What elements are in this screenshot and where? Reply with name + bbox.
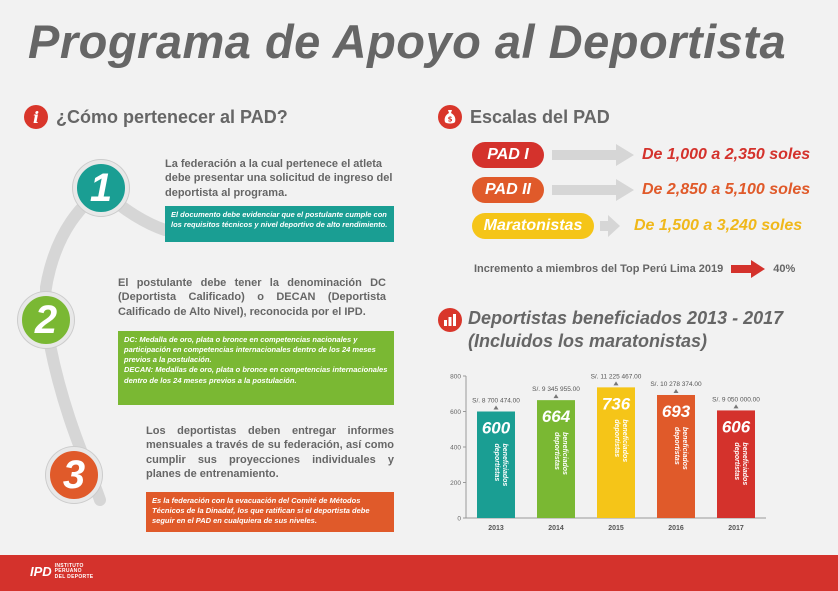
step-1-note: El documento debe evidenciar que el postulante cumple con los requisitos técnicos y nivel deportivo de alto rendimiento. [165,206,394,242]
step-2-note-decan: DECAN: Medallas de oro, plata o bronce en competencias internacionales dentro de los 24 meses previos a la postulación. [124,365,388,385]
amount-label: S/. 9 050 000.00 [712,396,760,404]
amount-label: S/. 9 345 955.00 [532,386,580,394]
chart-heading [468,307,783,352]
pad2-range: De 2,850 a 5,100 soles [642,181,811,198]
x-tick-label: 2017 [728,525,744,532]
logo-line-1: INSTITUTO [54,563,84,569]
bar-caption: deportistasbeneficiados [733,442,748,486]
value-label: 736 [601,394,631,414]
x-tick-label: 2015 [608,525,624,532]
bar-chart-icon [438,308,462,332]
arrow-icon [600,213,620,239]
amount-label: S/. 11 225 467.00 [590,373,642,381]
amount-label: S/. 10 278 374.00 [650,380,702,388]
step-1-text: La federación a la cual pertenece el atleta debe presentar una solicitud de ingreso del deportista al programa. [165,158,393,199]
y-tick-label: 400 [450,444,461,452]
maratonistas-range: De 1,500 a 3,240 soles [634,217,803,234]
chart-heading-line1: Deportistas beneficiados 2013 - 2017 [468,308,784,328]
arrow-icon [552,177,634,203]
x-tick-label: 2014 [548,525,564,532]
step-3-note: Es la federación con la evacuación del Comité de Métodos Técnicos de la Dinadaf, los que ratifican si el deportista debe seguir en el PAD en cualquiera de sus niveles. [146,492,394,532]
value-label: 606 [721,417,751,437]
red-arrow-icon [731,260,765,278]
increment-label: Incremento a miembros del Top Perú Lima 2019 [474,263,724,275]
arrow-up-icon [614,381,619,385]
ipd-logo-mark: IPD [30,564,52,580]
info-icon: i [24,105,48,129]
y-tick-label: 0 [457,515,461,523]
arrow-icon [552,142,634,168]
step-2-circle: 2 [18,292,74,348]
pad1-pill: PAD I [472,142,544,168]
scale-row-pad2 [472,177,810,203]
x-tick-label: 2013 [488,525,504,532]
value-label: 664 [541,407,571,427]
scales-header [438,105,610,129]
scale-row-pad1 [472,142,810,168]
value-label: 693 [661,401,691,421]
bar-caption: deportistasbeneficiados [553,432,568,475]
step-2-text: El postulante debe tener la denominación DC (Deportista Calificado) o DECAN (Deportista Calificado de Alto Nivel), reconocida por el IPD. [118,277,386,318]
scale-row-maratonistas [472,213,802,239]
step-2-note-dc: DC: Medalla de oro, plata o bronce en competencias nacionales y participación en competencias internacionales dentro de los 24 meses previos a la postulación. [124,335,376,365]
beneficiaries-bar-chart [440,362,770,542]
arrow-up-icon [734,404,739,408]
y-tick-label: 600 [450,409,461,416]
how-to-header [24,105,288,129]
bar-caption: deportistasbeneficiados [493,443,508,487]
arrow-up-icon [494,406,499,410]
scales-heading: Escalas del PAD [470,106,610,127]
x-tick-label: 2016 [668,525,684,532]
increment-row [474,260,795,278]
bar-caption: deportistasbeneficiados [673,426,688,470]
amount-label: S/. 8 700 474.00 [472,397,520,405]
chart-heading-line2: (Incluidos los maratonistas) [468,330,708,351]
pad2-pill: PAD II [472,177,544,203]
step-3-text: Los deportistas deben entregar informes mensuales a través de su federación, así como cumplir sus proyecciones individuales y planes de entrenamiento. [146,425,394,480]
step-3-circle: 3 [46,447,102,503]
value-label: 600 [481,418,511,438]
bar-caption: deportistasbeneficiados [613,419,628,463]
y-tick-label: 800 [450,373,461,381]
step-2-note [118,331,394,405]
arrow-up-icon [554,394,559,398]
footer-bar [0,555,838,591]
arrow-up-icon [674,389,679,393]
svg-text:$: $ [447,115,453,124]
page-title: Programa de Apoyo al Deportista [28,15,787,68]
logo-line-3: DEL DEPORTE [54,573,94,580]
y-tick-label: 200 [450,480,461,487]
step-1-circle: 1 [73,160,129,216]
increment-value: 40% [773,263,796,275]
maratonistas-pill: Maratonistas [472,213,594,239]
money-bag-icon [438,105,462,129]
pad1-range: De 1,000 a 2,350 soles [642,146,811,163]
logo-line-2: PERUANO [54,568,82,575]
ipd-logo [30,564,93,580]
how-to-heading: ¿Cómo pertenecer al PAD? [56,106,288,127]
